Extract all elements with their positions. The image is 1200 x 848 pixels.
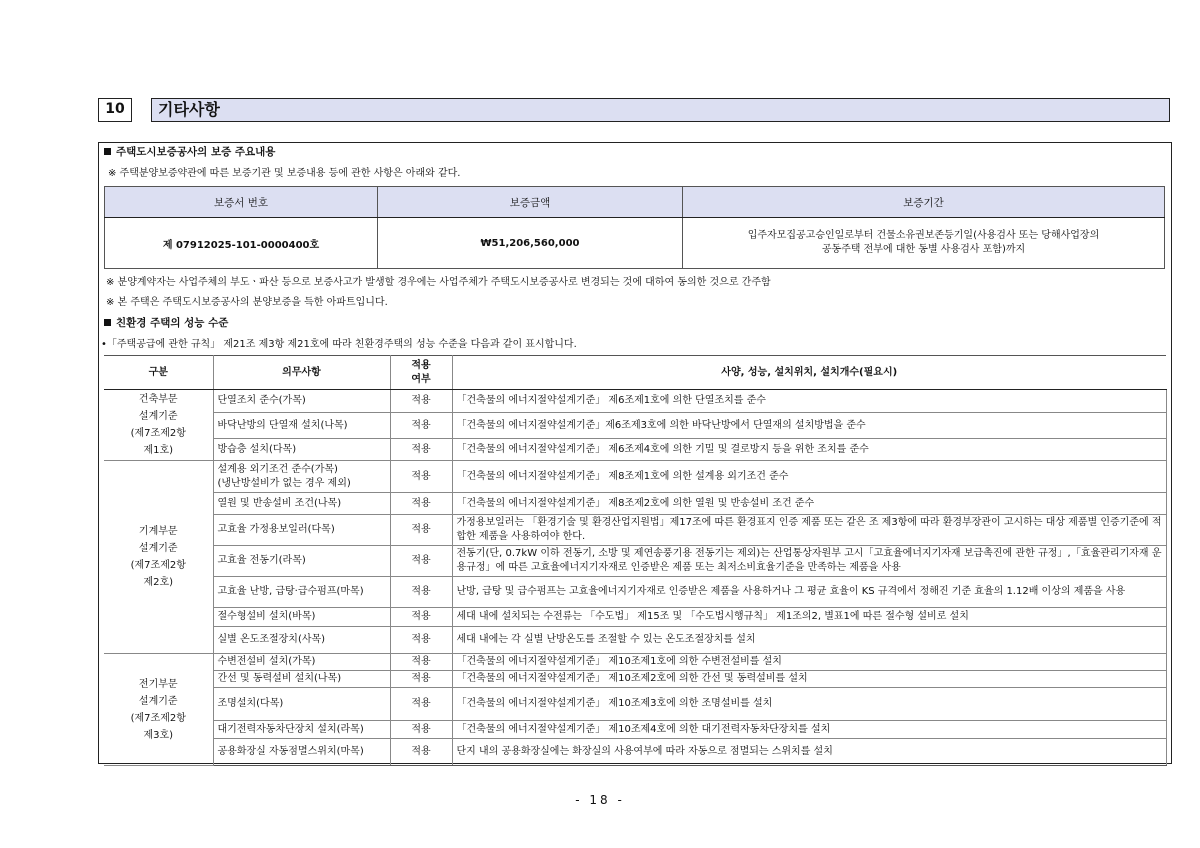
duty-cell: 설계용 외기조건 준수(가목) (냉난방설비가 없는 경우 제외) bbox=[213, 461, 390, 493]
eco-intro: •「주택공급에 관한 규칙」 제21조 제3항 제21호에 따라 친환경주택의 성능 수준을 다음과 같이 표시합니다. bbox=[101, 339, 577, 350]
eco-table-header bbox=[104, 356, 1166, 390]
table-row bbox=[104, 739, 1166, 766]
applied-cell: 적용 bbox=[390, 739, 452, 766]
duty-cell: 열원 및 반송설비 조건(나목) bbox=[213, 493, 390, 515]
table-row bbox=[104, 412, 1166, 439]
table-row bbox=[104, 515, 1166, 546]
detail-cell: 「건축물의 에너지절약설계기준」 제6조제1호에 의한 단열조치를 준수 bbox=[452, 390, 1166, 413]
detail-cell: 「건축물의 에너지절약설계기준」제6조제3호에 의한 바닥난방에서 단열재의 설치방법을 준수 bbox=[452, 412, 1166, 439]
table-row bbox=[104, 461, 1166, 493]
applied-cell: 적용 bbox=[390, 515, 452, 546]
applied-cell: 적용 bbox=[390, 412, 452, 439]
applied-cell: 적용 bbox=[390, 577, 452, 608]
page-number: - 18 - bbox=[575, 793, 625, 807]
eco-heading: 친환경 주택의 성능 수준 bbox=[104, 315, 228, 330]
section-title: 기타사항 bbox=[151, 98, 1170, 122]
category-cell: 기계부문 설계기준 (제7조제2항 제2호) bbox=[104, 461, 213, 654]
detail-cell: 세대 내에는 각 실별 난방온도를 조절할 수 있는 온도조절장치를 설치 bbox=[452, 627, 1166, 654]
applied-cell: 적용 bbox=[390, 439, 452, 461]
guarantee-table-row bbox=[105, 218, 1165, 269]
guarantee-intro: ※ 주택분양보증약관에 따른 보증기관 및 보증내용 등에 관한 사항은 아래와 같다. bbox=[108, 168, 461, 179]
detail-cell: 단지 내의 공용화장실에는 화장실의 사용여부에 따라 자동으로 점멸되는 스위치를 설치 bbox=[452, 739, 1166, 766]
table-row bbox=[104, 608, 1166, 627]
header-amount: 보증금액 bbox=[378, 187, 683, 218]
detail-cell: 「건축물의 에너지절약설계기준」 제10조제3호에 의한 조명설비를 설치 bbox=[452, 688, 1166, 721]
period-line: 입주자모집공고승인일로부터 건물소유권보존등기일(사용검사 또는 당해사업장의 bbox=[747, 230, 1100, 241]
duty-cell: 공용화장실 자동점멸스위치(마목) bbox=[213, 739, 390, 766]
duty-cell: 고효율 가정용보일러(다목) bbox=[213, 515, 390, 546]
duty-cell: 단열조치 준수(가목) bbox=[213, 390, 390, 413]
detail-cell: 「건축물의 에너지절약설계기준」 제8조제2호에 의한 열원 및 반송설비 조건 준수 bbox=[452, 493, 1166, 515]
period-line: 공동주택 전부에 대한 동별 사용검사 포함)까지 bbox=[821, 244, 1026, 255]
applied-cell: 적용 bbox=[390, 654, 452, 671]
applied-cell: 적용 bbox=[390, 671, 452, 688]
detail-cell: 「건축물의 에너지절약설계기준」 제10조제1호에 의한 수변전설비를 설치 bbox=[452, 654, 1166, 671]
period-cell bbox=[683, 218, 1165, 269]
category-cell: 건축부문 설계기준 (제7조제2항 제1호) bbox=[104, 390, 213, 461]
header-applied: 적용 여부 bbox=[390, 356, 452, 390]
table-row bbox=[104, 654, 1166, 671]
detail-cell: 「건축물의 에너지절약설계기준」 제6조제4호에 의한 기밀 및 결로방지 등을 위한 조치를 준수 bbox=[452, 439, 1166, 461]
applied-cell: 적용 bbox=[390, 390, 452, 413]
applied-cell: 적용 bbox=[390, 721, 452, 739]
duty-cell: 조명설치(다목) bbox=[213, 688, 390, 721]
duty-cell: 고효율 전동기(라목) bbox=[213, 546, 390, 577]
duty-cell: 바닥난방의 단열재 설치(나목) bbox=[213, 412, 390, 439]
applied-cell: 적용 bbox=[390, 688, 452, 721]
applied-cell: 적용 bbox=[390, 627, 452, 654]
duty-cell: 대기전력자동차단장치 설치(라목) bbox=[213, 721, 390, 739]
table-row bbox=[104, 439, 1166, 461]
table-row bbox=[104, 546, 1166, 577]
section-header bbox=[98, 98, 1170, 122]
applied-cell: 적용 bbox=[390, 546, 452, 577]
header-category: 구분 bbox=[104, 356, 213, 390]
detail-cell: 「건축물의 에너지절약설계기준」 제10조제2호에 의한 간선 및 동력설비를 설치 bbox=[452, 671, 1166, 688]
duty-cell: 방습층 설치(다목) bbox=[213, 439, 390, 461]
eco-performance-table bbox=[104, 355, 1167, 766]
table-row bbox=[104, 627, 1166, 654]
duty-cell: 수변전설비 설치(가목) bbox=[213, 654, 390, 671]
guarantee-table bbox=[104, 186, 1165, 269]
detail-cell: 전동기(단, 0.7kW 이하 전동기, 소방 및 제연송풍기용 전동기는 제외)는 산업통상자원부 고시「고효율에너지기자재 보급촉진에 관한 규정」,「효율관리기자재 운용규정」에 따른 고효율에너지기자재로 인증받은 제품 또는 최저소비효율기준을 만족하는 제품을 사용 bbox=[452, 546, 1166, 577]
table-row bbox=[104, 577, 1166, 608]
guarantee-heading: 주택도시보증공사의 보증 주요내용 bbox=[104, 144, 275, 159]
section-number: 10 bbox=[98, 98, 132, 122]
duty-cell: 고효율 난방, 급탕·급수펌프(마목) bbox=[213, 577, 390, 608]
duty-cell: 간선 및 동력설비 설치(나목) bbox=[213, 671, 390, 688]
applied-cell: 적용 bbox=[390, 608, 452, 627]
table-row bbox=[104, 493, 1166, 515]
table-row bbox=[104, 390, 1166, 413]
table-row bbox=[104, 721, 1166, 739]
duty-cell: 절수형설비 설치(바목) bbox=[213, 608, 390, 627]
duty-cell: 실별 온도조절장치(사목) bbox=[213, 627, 390, 654]
header-duty: 의무사항 bbox=[213, 356, 390, 390]
header-detail: 사양, 성능, 설치위치, 설치개수(필요시) bbox=[452, 356, 1166, 390]
header-cert-no: 보증서 번호 bbox=[105, 187, 378, 218]
cert-no-cell: 제 07912025-101-0000400호 bbox=[105, 218, 378, 269]
detail-cell: 가정용보일러는 「환경기술 및 환경산업지원법」제17조에 따른 환경표지 인증 제품 또는 같은 조 제3항에 따라 환경부장관이 고시하는 대상 제품별 인증기준에 적합한 제품을 사용하여야 한다. bbox=[452, 515, 1166, 546]
header-period: 보증기간 bbox=[683, 187, 1165, 218]
square-bullet-icon bbox=[104, 319, 111, 326]
guarantee-note: ※ 본 주택은 주택도시보증공사의 분양보증을 득한 아파트입니다. bbox=[106, 297, 388, 308]
detail-cell: 세대 내에 설치되는 수전류는 「수도법」 제15조 및 「수도법시행규칙」 제1조의2, 별표1에 따른 절수형 설비로 설치 bbox=[452, 608, 1166, 627]
square-bullet-icon bbox=[104, 148, 111, 155]
detail-cell: 「건축물의 에너지절약설계기준」 제8조제1호에 의한 설계용 외기조건 준수 bbox=[452, 461, 1166, 493]
detail-cell: 난방, 급탕 및 급수펌프는 고효율에너지기자재로 인증받은 제품을 사용하거나 그 평균 효율이 KS 규격에서 정해진 기준 효율의 1.12배 이상의 제품을 사용 bbox=[452, 577, 1166, 608]
detail-cell: 「건축물의 에너지절약설계기준」 제10조제4호에 의한 대기전력자동차단장치를 설치 bbox=[452, 721, 1166, 739]
applied-cell: 적용 bbox=[390, 493, 452, 515]
table-row bbox=[104, 671, 1166, 688]
applied-cell: 적용 bbox=[390, 461, 452, 493]
category-cell: 전기부문 설계기준 (제7조제2항 제3호) bbox=[104, 654, 213, 766]
guarantee-note: ※ 분양계약자는 사업주체의 부도ㆍ파산 등으로 보증사고가 발생할 경우에는 사업주체가 주택도시보증공사로 변경되는 것에 대하여 동의한 것으로 간주함 bbox=[106, 277, 771, 288]
amount-cell: ₩51,206,560,000 bbox=[378, 218, 683, 269]
guarantee-table-header bbox=[105, 187, 1165, 218]
table-row bbox=[104, 688, 1166, 721]
